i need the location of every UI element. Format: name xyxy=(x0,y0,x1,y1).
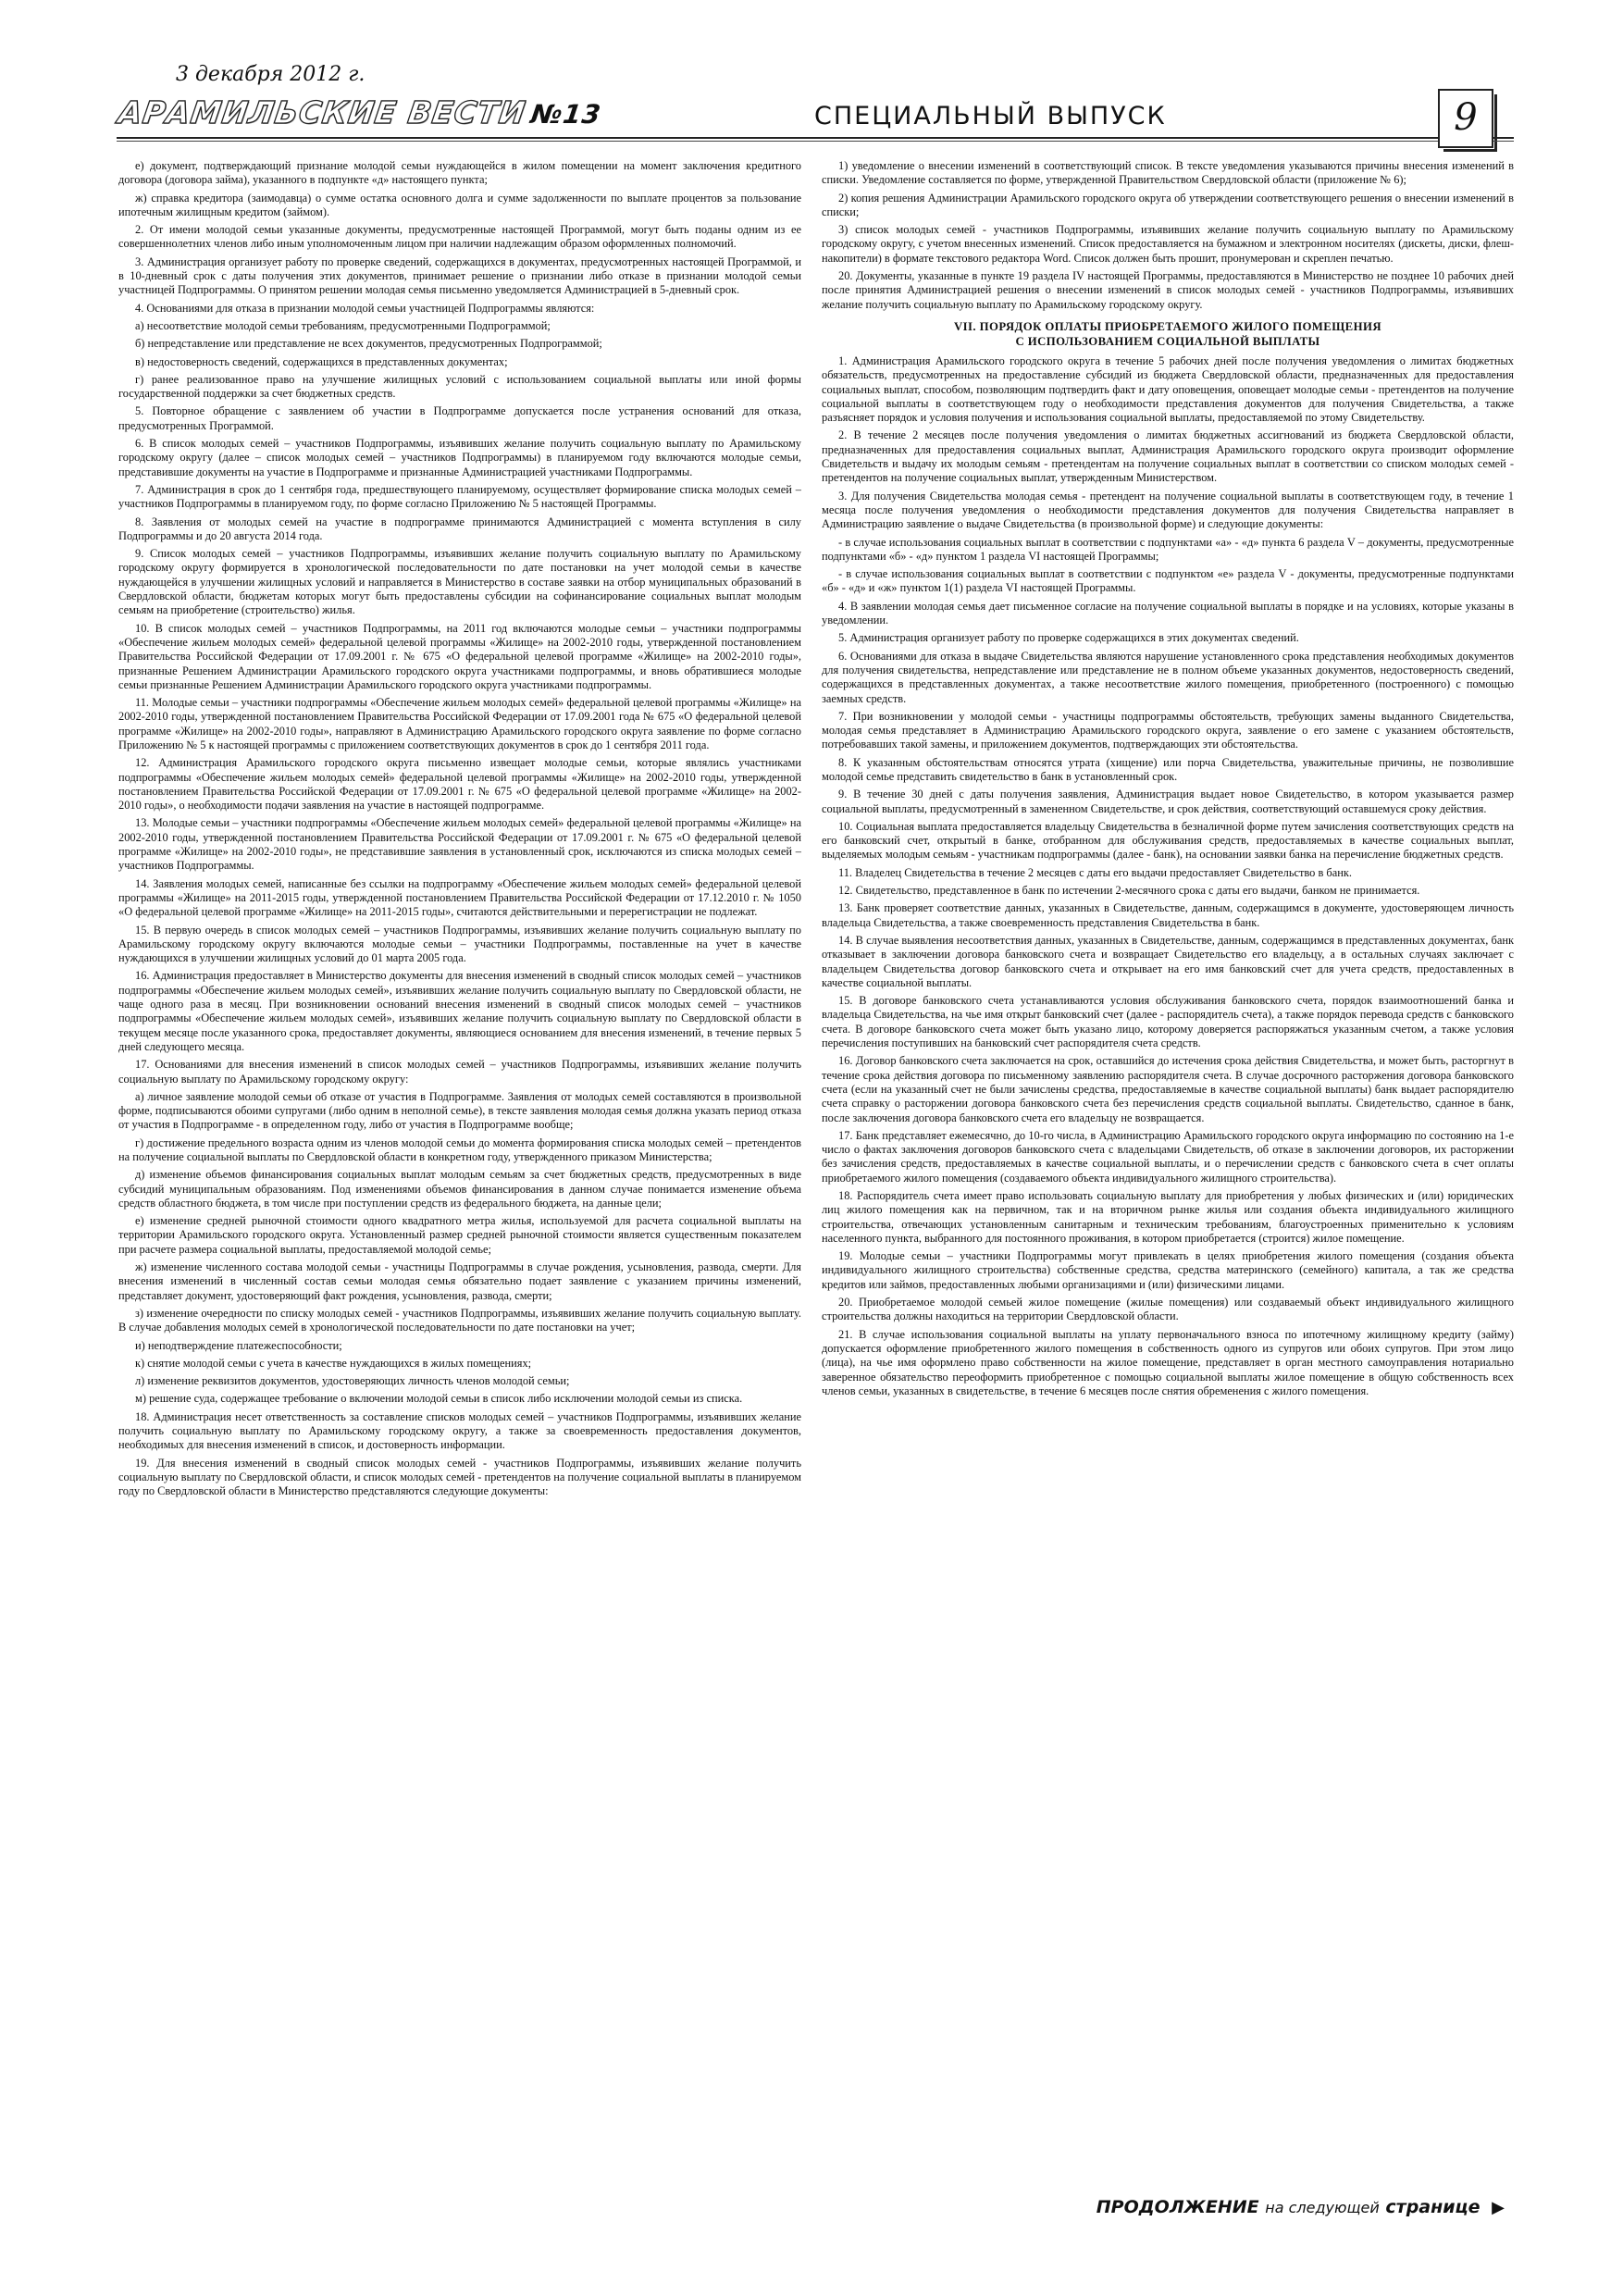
paragraph: м) решение суда, содержащее требование о включении молодой семьи в список либо исключении молодой семьи из списка. xyxy=(135,1392,743,1406)
paragraph: 6. Основаниями для отказа в выдаче Свидетельства являются нарушение установленного срока представления необходимых документов для получения свидетельства, непредставление или представление не в полном объеме указанных документов, недостоверность сведений, содержащихся в представленных документах, а также несоответствие жилого помещения, приобретенного (построенного) с помощью заемных средств. xyxy=(822,649,1514,705)
paragraph: 10. Социальная выплата предоставляется владельцу Свидетельства в безналичной форме путем зачисления соответствующих средств на его банковский счет, открытый в банке, отобранном для обслуживания средств, предоставляемых в качестве социальных выплат, выделяемых молодым семьям - участникам подпрограммы (далее - банк), на основании заявки банка на перечисление бюджетных средств. xyxy=(822,819,1514,862)
paragraph: - в случае использования социальных выплат в соответствии с подпунктом «е» раздела V - документы, предусмотренные подпунктами «б» - «д» и «ж» пунктом 1(1) раздела VI настоящей Программы. xyxy=(822,567,1514,595)
paragraph: 1. Администрация Арамильского городского округа в течение 5 рабочих дней после получения уведомления о лимитах бюджетных обязательств, предусмотренных на предоставление субсидий из бюджета Свердловской области, предназначенных для предоставления социальных выплат, способом, позволяющим подтвердить факт и дату оповещения, оповещает молодые семьи - претендентов на получение социальной выплаты в соответствующем году о необходимости представления документов для получения Свидетельства, а также разъясняет порядок и условия получения и использования социальной выплаты, предоставляемой по этому Свидетельству. xyxy=(822,354,1514,425)
paragraph: а) несоответствие молодой семьи требованиям, предусмотренными Подпрограммой; xyxy=(135,318,551,332)
paragraph: е) документ, подтверждающий признание молодой семьи нуждающейся в жилом помещении на момент заключения кредитного договора (договора займа), указанного в подпункте «д» настоящего пункта; xyxy=(118,159,801,187)
paragraph: г) ранее реализованное право на улучшение жилищных условий с использованием социальной выплаты или иной формы государственной поддержки за счет бюджетных средств. xyxy=(118,372,801,401)
paragraph: 3. Для получения Свидетельства молодая семья - претендент на получение социальной выплаты в соответствующем году, в течение 1 месяца после получения уведомления о необходимости представления документов для получения Свидетельства направляет в Администрацию заявление о выдаче Свидетельства (в произвольной форме) и следующие документы: xyxy=(822,489,1514,531)
paragraph: 2) копия решения Администрации Арамильского городского округа об утверждении соответствующего решения о внесении изменений в списки; xyxy=(822,191,1514,218)
paragraph: 13. Банк проверяет соответствие данных, указанных в Свидетельстве, данным, содержащимся в документе, удостоверяющем личность владельца Свидетельства, а также своевременность представления Свидетельства в банк. xyxy=(822,901,1514,929)
publication-masthead xyxy=(116,94,603,130)
section-heading xyxy=(822,319,1514,349)
paragraph: 7. При возникновении у молодой семьи - участницы подпрограммы обстоятельств, требующих замены выданного Свидетельства, молодая семья представляет в Администрацию Арамильского городского округа, заявление о его замене с указанием обстоятельств, потребовавших такой замены, и приложением документов, подтверждающих эти обстоятельства. xyxy=(822,709,1514,751)
issue-number: №13 xyxy=(528,99,603,130)
paragraph: 19. Для внесения изменений в сводный список молодых семей - участников Подпрограммы, изъявивших желание получить социальную выплату по Свердловской области, и список молодых семей - претендентов на получение социальной выплаты в планируемом году по Свердловской области в Министерство представляются следующие документы: xyxy=(118,1456,801,1498)
paragraph: 11. Молодые семьи – участники подпрограммы «Обеспечение жильем молодых семей» федеральной целевой программы «Жилище» на 2002-2010 годы, утвержденной постановлением Правительства Российской Федерации от 17.09.2001 года № 675 «О федеральной целевой программе «Жилище» на 2002-2010 годы», направляют в Администрацию Арамильского городского округа заявление по форме согласно Приложению № 5 к настоящей программы с приложением соответствующих документов в срок до 1 сентября 2011 года. xyxy=(118,696,801,751)
paragraph: - в случае использования социальных выплат в соответствии с подпунктами «а» - «д» пункта 6 раздела V – документы, предусмотренные подпунктами «б» - «д» пунктом 1 раздела VI настоящей Программы; xyxy=(822,535,1514,563)
paragraph: 16. Договор банковского счета заключается на срок, оставшийся до истечения срока действия Свидетельства, и может быть, расторгнут в течение срока действия договора по письменному заявлению распорядителя счета. В случае досрочного расторжения договора банковского счета (если на указанный счет не были зачислены средства, предоставляемые в качестве социальной выплаты) банк выдает распорядителю счета справку о расторжении договора банковского счета без перечисления средств социальной выплаты. Свидетельство, сданное в банк, после заключения договора банковского счета его владельцу не возвращается. xyxy=(822,1054,1514,1124)
paragraph: 11. Владелец Свидетельства в течение 2 месяцев с даты его выдачи предоставляет Свидетельство в банк. xyxy=(838,865,1352,879)
section-label: СПЕЦИАЛЬНЫЙ ВЫПУСК xyxy=(814,102,1167,130)
paragraph: 17. Банк представляет ежемесячно, до 10-го числа, в Администрацию Арамильского городского округа информацию по состоянию на 1-е число о фактах заключения договоров банковского счета с владельцами Свидетельств, об отказе в заключении договоров, их расторжении без зачисления средств, предоставляемых в качестве социальной выплаты, и о перечислении средств с банковского счета в счет оплаты приобретаемого жилого помещения (создаваемого объекта индивидуального жилищного строительства). xyxy=(822,1128,1514,1185)
right-column-body xyxy=(822,354,1514,1398)
paragraph: к) снятие молодой семьи с учета в качестве нуждающихся в жилых помещениях; xyxy=(135,1356,532,1370)
paragraph: 6. В список молодых семей – участников Подпрограммы, изъявивших желание получить социальную выплату по Арамильскому городскому округу (далее – список молодых семей – участников Подпрограммы) в планируемом году включаются молодые семьи, представившие документы на участие в Подпрограмме и признанные Администрацией участниками Подпрограммы. xyxy=(118,437,801,478)
paragraph: 9. Список молодых семей – участников Подпрограммы, изъявивших желание получить социальную выплату по Арамильскому городскому округу формируется в хронологической последовательности по дате постановки на учет молодой семьи в качестве нуждающейся в улучшении жилищных условий и направляется в Министерство в составе заявки на отбор муниципальных образований в Свердловской области, бюджетам которых могут быть предоставлены субсидии на софинансирование социальных выплат молодым семьям на приобретение (строительство) жилья. xyxy=(118,547,801,617)
arrow-right-icon: ▶ xyxy=(1492,2198,1505,2217)
paragraph: 18. Администрация несет ответственность за составление списков молодых семей – участников Подпрограммы, изъявивших желание получить социальную выплату по Арамильскому городскому округу, а также за своевременность предоставления документов, необходимых для внесения изменений в список, и достоверность информации. xyxy=(118,1409,801,1452)
paragraph: 15. В первую очередь в список молодых семей – участников Подпрограммы, изъявивших желание получить социальную выплату по Арамильскому городскому округу включаются молодые семьи – участники Подпрограммы, поставленные на учет в качестве нуждающихся в улучшении жилищных условий до 01 марта 2005 года. xyxy=(118,923,801,965)
paragraph: 12. Свидетельство, представленное в банк по истечении 2-месячного срока с даты его выдачи, банком не принимается. xyxy=(838,884,1420,898)
paragraph: 2. В течение 2 месяцев после получения уведомления о лимитах бюджетных ассигнований из бюджета Свердловской области, предназначенных для предоставления социальных выплат, Администрация Арамильского городского округа производит оформление Свидетельств и выдачу их молодым семьям - претендентам на получение социальных выплат в соответствии со списком молодых семей - претендентов на получение социальных выплат, утвержденным Министерством. xyxy=(822,428,1514,485)
paragraph: 14. Заявления молодых семей, написанные без ссылки на подпрограмму «Обеспечение жильем молодых семей» федеральной целевой программы «Жилище» на 2011-2015 годы, утвержденной постановлением Правительства Российской Федерации от 17.12.2010 г. № 1050 «О федеральной целевой программе «Жилище» на 2011-2015 годы», считаются действительными и перерегистрации не подлежат. xyxy=(118,876,801,919)
paragraph: л) изменение реквизитов документов, удостоверяющих личность членов молодой семьи; xyxy=(135,1374,570,1388)
left-column xyxy=(118,159,801,2177)
continued-page-word: странице xyxy=(1385,2197,1481,2217)
paragraph: 20. Приобретаемое молодой семьей жилое помещение (жилые помещения) или создаваемый объект индивидуального жилищного строительства должны находиться на территории Свердловской области. xyxy=(822,1296,1514,1323)
paragraph: 16. Администрация предоставляет в Министерство документы для внесения изменений в сводный список молодых семей – участников подпрограммы «Обеспечение жильем молодых семей», изъявивших желание получить социальную выплату по Свердловской области, не чаще одного раза в месяц. При возникновении оснований внесения изменений в сводный список молодых семей – участников подпрограммы «Обеспечение жильем молодых семей», изъявивших желание получить социальную выплату по Свердловской области в текущем месяце после указанного срока, предоставляет документы, являющиеся основанием для внесения изменений, в течение первых 5 дней следующего месяца. xyxy=(118,969,801,1053)
paragraph: 2. От имени молодой семьи указанные документы, предусмотренные настоящей Программой, могут быть поданы одним из ее совершеннолетних членов либо иным уполномоченным лицом при наличии надлежащим образом оформленных полномочий. xyxy=(118,223,801,251)
paragraph: 4. Основаниями для отказа в признании молодой семьи участницей Подпрограммы являются: xyxy=(135,301,595,315)
paragraph: 3) список молодых семей - участников Подпрограммы, изъявивших желание получить социальную выплату по Арамильскому городскому округу, с учетом внесенных изменений. Список предоставляется на бумажном и электронном носителях (дискеты, диски, флеш-накопители) в формате текстового редактора Word. Список должен быть прошит, пронумерован и скреплен печатью. xyxy=(822,223,1514,265)
paragraph: д) изменение объемов финансирования социальных выплат молодым семьям за счет бюджетных средств, предусмотренных в виде субсидий муниципальным образованиям. Под изменениями объемов финансирования в данном случае понимается изменение объема средств областного бюджета, в том числе при поступлении средств из федерального бюджета, на данные цели; xyxy=(118,1168,801,1210)
section-heading-line-2: С ИСПОЛЬЗОВАНИЕМ СОЦИАЛЬНОЙ ВЫПЛАТЫ xyxy=(1015,334,1320,348)
paragraph: 3. Администрация организует работу по проверке сведений, содержащихся в документах, предусмотренных настоящей Программой, и в 10-дневный срок с даты получения этих документов, принимает решение о признании либо отказе в признании молодой семьи участницей Подпрограммы. О принятом решении молодая семья письменно уведомляется Администрацией в 5-дневный срок. xyxy=(118,254,801,297)
paragraph: г) достижение предельного возраста одним из членов молодой семьи до момента формирования списка молодых семей – претендентов на получение социальной выплаты по Свердловской области в конкретном году, утвержденного приказом Министерства; xyxy=(118,1136,801,1163)
paragraph: 21. В случае использования социальной выплаты на уплату первоначального взноса по ипотечному жилищному кредиту (займу) допускается оформление приобретенного жилого помещения в собственность одного из супругов или обоих супругов. При этом лицо (лица), на чье имя оформлено право собственности на жилое помещение, представляет в орган местного самоуправления нотариально заверенное обязательство переоформить приобретенное с помощью социальной выплаты жилое помещение в общую собственность всех членов семьи, указанных в свидетельстве, в течение 6 месяцев после снятия обременения с жилого помещения. xyxy=(822,1327,1514,1397)
continued-notice xyxy=(1096,2197,1505,2217)
paragraph: е) изменение средней рыночной стоимости одного квадратного метра жилья, используемой для расчета социальной выплаты на территории Арамильского городского округа. Установленный размер средней рыночной стоимости является существенным показателем при расчете размера социальной выплаты, предоставляемой молодой семье; xyxy=(118,1214,801,1256)
section-heading-line-1: VII. ПОРЯДОК ОПЛАТЫ ПРИОБРЕТАЕМОГО ЖИЛОГО ПОМЕЩЕНИЯ xyxy=(954,319,1381,333)
paragraph: 9. В течение 30 дней с даты получения заявления, Администрация выдает новое Свидетельство, в котором указывается размер социальной выплаты, предусмотренный в замененном Свидетельстве, и срок действия, соответствующий оставшемуся сроку действия. xyxy=(822,788,1514,815)
continued-label: ПРОДОЛЖЕНИЕ xyxy=(1096,2197,1259,2217)
paragraph: 8. Заявления от молодых семей на участие в подпрограмме принимаются Администрацией с момента вступления в силу Подпрограммы и до 20 августа 2014 года. xyxy=(118,515,801,542)
paragraph: 15. В договоре банковского счета устанавливаются условия обслуживания банковского счета, порядок взаимоотношений банка и владельца Свидетельства, на чье имя открыт банковский счет (далее - распорядитель счета), а также порядок перевода средств с банковского счета. В договоре банковского счета может быть указано лицо, которому доверяется распоряжаться указанным счетом, а также условия перечисления поступивших на банковский счет распорядителя счета средств. xyxy=(822,994,1514,1050)
issue-date: 3 декабря 2012 г. xyxy=(176,63,365,86)
paragraph: 5. Повторное обращение с заявлением об участии в Подпрограмме допускается после устранения оснований для отказа, предусмотренных Программой. xyxy=(118,404,801,432)
paragraph: 4. В заявлении молодая семья дает письменное согласие на получение социальной выплаты в порядке и на условиях, которые указаны в уведомлении. xyxy=(822,599,1514,627)
paragraph: а) личное заявление молодой семьи об отказе от участия в Подпрограмме. Заявления от молодых семей составляются в произвольной форме, подписываются обоими супругами (либо одним в неполной семье), в тексте заявления молодая семья должна указать период отказа от участия в Подпрограмме - в определенном году, либо от участия в Подпрограмме вообще; xyxy=(118,1089,801,1132)
paragraph: 18. Распорядитель счета имеет право использовать социальную выплату для приобретения у любых физических и (или) юридических лиц жилого помещения как на первичном, так и на вторичном рынке жилья или создания объекта индивидуального жилищного строительства, отвечающих установленным санитарным и техническим требованиям, благоустроенных применительно к условиям населенного пункта, выбранного для постоянного проживания, в котором приобретается (строится) жилое помещение. xyxy=(822,1189,1514,1245)
paragraph: б) непредставление или представление не всех документов, предусмотренных Подпрограммой; xyxy=(135,337,602,351)
paragraph: 13. Молодые семьи – участники подпрограммы «Обеспечение жильем молодых семей» федеральной целевой программы «Жилище» на 2002-2010 годы, утвержденной постановлением Правительства Российской Федерации от 17.09.2001 г. № 675 «О федеральной целевой программе «Жилище» на 2002-2010 годы», не представившие заявления в установленный срок, исключаются из списка молодых семей – участников Подпрограммы. xyxy=(118,816,801,873)
paragraph: ж) изменение численного состава молодой семьи - участницы Подпрограммы в случае рождения, усыновления, развода, смерти. Для внесения изменений в численный состав семьи молодая семья обязательно подает заявление с указанием причины изменений, представляет документ, удостоверяющий факт рождения, усыновления, развода, смерти; xyxy=(118,1260,801,1302)
paragraph: 7. Администрация в срок до 1 сентября года, предшествующего планируемому, осуществляет формирование списка молодых семей – участников Подпрограммы в планируемом году, по форме согласно Приложению № 5 настоящей Программы. xyxy=(118,482,801,511)
header-rule xyxy=(117,137,1514,139)
right-column-intro xyxy=(822,159,1514,312)
paragraph: 1) уведомление о внесении изменений в соответствующий список. В тексте уведомления указываются причины внесения изменений в списки. Уведомление составляется по форме, утвержденной Правительством Свердловской области (приложение № 6); xyxy=(822,159,1514,187)
paragraph: 5. Администрация организует работу по проверке содержащихся в этих документах сведений. xyxy=(838,631,1299,645)
paragraph: ж) справка кредитора (заимодавца) о сумме остатка основного долга и сумме задолженности по выплате процентов за пользование ипотечным жилищным кредитом (займом). xyxy=(118,191,801,218)
header-rule-thin xyxy=(117,141,1514,142)
paragraph: и) неподтверждение платежеспособности; xyxy=(135,1338,342,1352)
paragraph: 17. Основаниями для внесения изменений в список молодых семей – участников Подпрограммы, изъявивших желание получить социальную выплату по Арамильскому городскому округу: xyxy=(118,1058,801,1086)
paragraph: в) недостоверность сведений, содержащихся в представленных документах; xyxy=(135,354,508,368)
paragraph: 8. К указанным обстоятельствам относятся утрата (хищение) или порча Свидетельства, уважительные причины, не позволившие молодой семье представить свидетельство в банк в установленный срок. xyxy=(822,755,1514,783)
paragraph: з) изменение очередности по списку молодых семей - участников Подпрограммы, изъявивших желание получить социальную выплату. В случае добавления молодых семей в хронологической последовательности по дате постановки на учет; xyxy=(118,1306,801,1334)
right-column xyxy=(822,159,1514,2177)
paragraph: 19. Молодые семьи – участники Подпрограммы могут привлекать в целях приобретения жилого помещения (создания объекта индивидуального жилищного строительства) собственные средства, средства материнского (семейного) капитала, а так же средства кредитов или займов, предоставленных любыми организациями и (или) физическими лицами. xyxy=(822,1249,1514,1291)
publication-name: АРАМИЛЬСКИЕ ВЕСТИ xyxy=(116,94,528,130)
page-number: 9 xyxy=(1438,89,1493,148)
paragraph: 10. В список молодых семей – участников Подпрограммы, на 2011 год включаются молодые семьи – участники подпрограммы «Обеспечение жильем молодых семей» федеральной целевой программы «Жилище» на 2002-2010 годы, утвержденной постановлением Правительства Российской Федерации от 17.09.2001 г. № 675 «О федеральной целевой программе «Жилище» на 2002-2010 годы», признанные Решением Администрации Арамильского городского округа участниками подпрограммы, и вновь обратившиеся молодые семьи признанные Решением Администрации Арамильского городского округа участниками подпрограммы. xyxy=(118,621,801,691)
paragraph: 14. В случае выявления несоответствия данных, указанных в Свидетельстве, данным, содержащимся в представленных документах, банк отказывает в заключении договора банковского счета и возвращает Свидетельство его владельцу, а в остальных случаях заключает с владельцем Свидетельства договор банковского счета и открывает на его имя банковский счет для учета средств, предоставленных в качестве социальной выплаты. xyxy=(822,933,1514,989)
paragraph: 20. Документы, указанные в пункте 19 раздела IV настоящей Программы, предоставляются в Министерство не позднее 10 рабочих дней после принятия Администрацией решения о внесении изменений в список молодых семей - участников Подпрограммы, изъявивших желание получить социальную выплату по Арамильскому городскому округу. xyxy=(822,269,1514,311)
continued-next: на следующей xyxy=(1265,2199,1380,2216)
paragraph: 12. Администрация Арамильского городского округа письменно извещает молодые семьи, которые являлись участниками подпрограммы «Обеспечение жильем молодых семей» федеральной целевой программы «Жилище» на 2002-2010 годы, утвержденной постановлением Правительства Российской Федерации от 17.09.2001 г. № 675 «О федеральной целевой программе «Жилище» на 2002-2010 годы», о необходимости подачи заявления на участие в настоящей подпрограмме. xyxy=(118,756,801,813)
